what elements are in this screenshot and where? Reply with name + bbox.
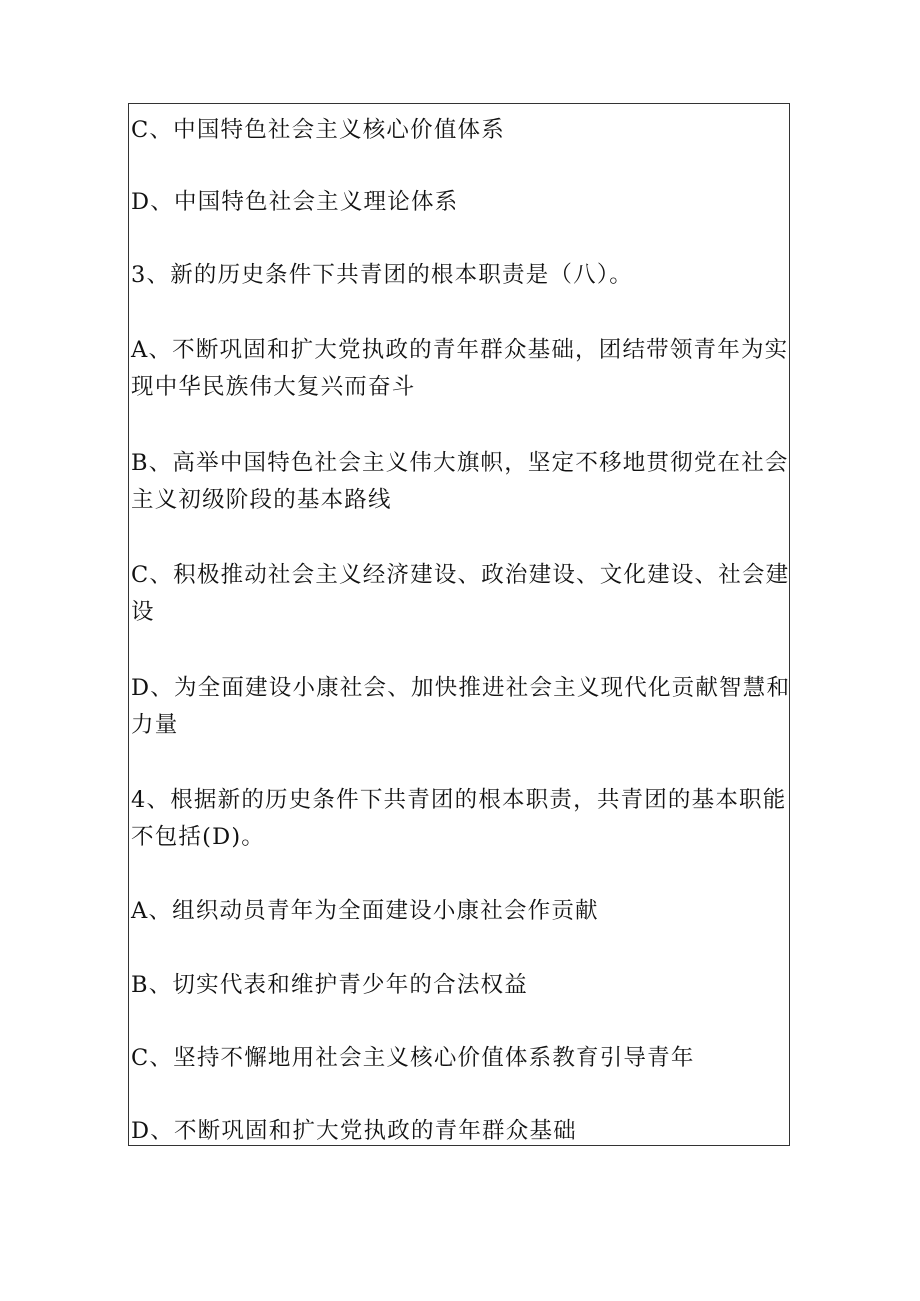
q4-option-d — [131, 1113, 781, 1150]
text-line: 4、根据新的历史条件下共青团的根本职责，共青团的基本职能 — [131, 787, 787, 813]
q4-option-c — [131, 1040, 781, 1077]
q3-question — [131, 257, 781, 294]
q4-question — [131, 782, 787, 856]
text-line: A、组织动员青年为全面建设小康社会作贡献 — [131, 898, 599, 924]
text-line: C、中国特色社会主义核心价值体系 — [131, 117, 505, 143]
text-line: A、不断巩固和扩大党执政的青年群众基础，团结带领青年为实 — [131, 337, 789, 363]
q2-option-d — [131, 184, 781, 221]
text-line: 不包括(D)。 — [131, 824, 265, 850]
q4-option-b — [131, 967, 781, 1004]
q3-option-d — [131, 670, 791, 744]
text-line: C、积极推动社会主义经济建设、政治建设、文化建设、社会建 — [131, 562, 790, 588]
text-line: 主义初级阶段的基本路线 — [131, 487, 392, 513]
text-line: 3、新的历史条件下共青团的根本职责是（八）。 — [131, 262, 633, 288]
text-line: 力量 — [131, 712, 179, 738]
text-line: B、高举中国特色社会主义伟大旗帜，坚定不移地贯彻党在社会 — [131, 450, 789, 476]
text-line: 设 — [131, 599, 155, 625]
q2-option-c — [131, 112, 781, 149]
q4-option-a — [131, 893, 781, 930]
q3-option-b — [131, 445, 789, 519]
text-line: C、坚持不懈地用社会主义核心价值体系教育引导青年 — [131, 1045, 695, 1071]
text-line: 现中华民族伟大复兴而奋斗 — [131, 374, 416, 400]
text-line: D、中国特色社会主义理论体系 — [131, 189, 459, 215]
q3-option-c — [131, 557, 790, 631]
text-line: B、切实代表和维护青少年的合法权益 — [131, 972, 528, 998]
q3-option-a — [131, 332, 789, 406]
text-line: D、为全面建设小康社会、加快推进社会主义现代化贡献智慧和 — [131, 675, 791, 701]
text-line: D、不断巩固和扩大党执政的青年群众基础 — [131, 1118, 577, 1144]
